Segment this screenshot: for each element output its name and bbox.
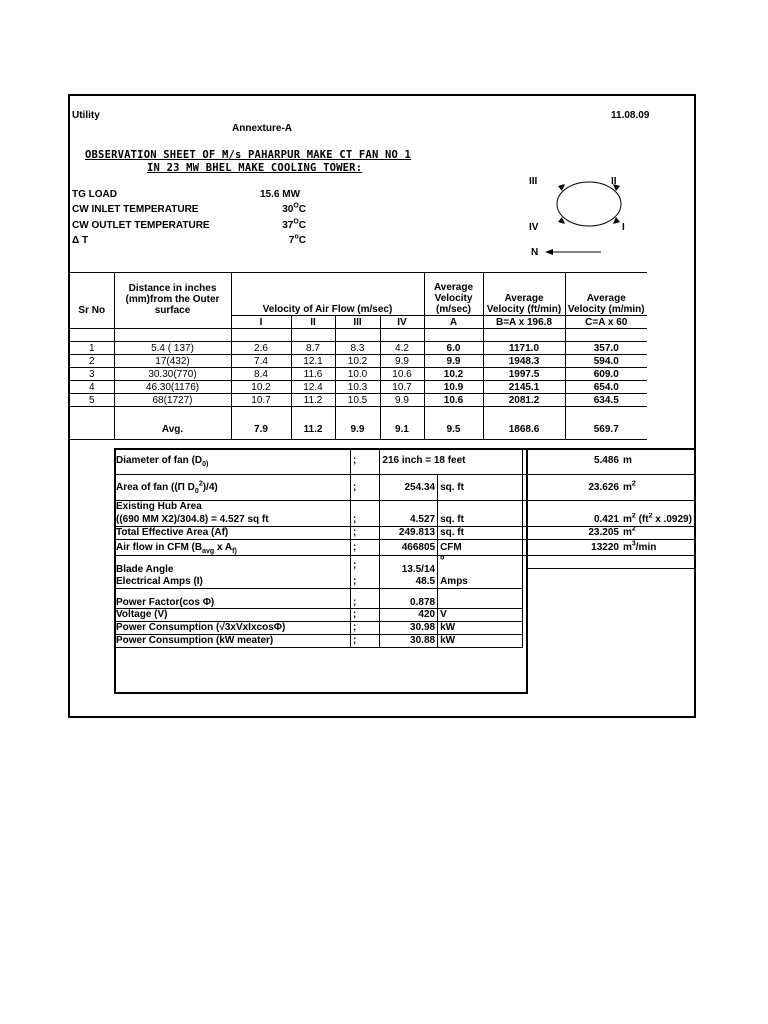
cw-outlet-label: CW OUTLET TEMPERATURE (72, 220, 210, 231)
hub-value: 4.527 (380, 513, 438, 526)
quadrant-label-iv: IV (529, 222, 539, 233)
cw-outlet-value: $37^OC$ (282, 218, 306, 231)
table-row: 5 68(1727) 10.7 11.2 10.5 9.9 10.6 2081.2 634.5 (70, 394, 647, 407)
header-avg-mmin: Average Velocity (m/min) (565, 273, 647, 316)
diameter-value: 216 inch = 18 feet (380, 448, 523, 474)
sheet-title-line1: OBSERVATION SHEET OF M/s PAHARPUR MAKE CT FAN NO 1 (85, 149, 412, 161)
header-velocity: Velocity of Air Flow (m/sec) (231, 273, 424, 316)
quadrant-circle-icon (525, 174, 685, 259)
delta-t-label: Δ T (72, 235, 89, 246)
utility-label: Utility (72, 110, 100, 121)
cfm-value: 466805 (380, 539, 438, 555)
amps-label: Electrical Amps (I) (114, 575, 350, 588)
fan-quadrant-diagram (525, 174, 685, 259)
blade-angle-value: 13.5/14 (380, 555, 438, 575)
header-avg-ftmin: Average Velocity (ft/min) (483, 273, 565, 316)
subheader-c: C=A x 60 (565, 316, 647, 329)
table-row: 3 30.30(770) 8.4 11.6 10.0 10.6 10.2 1997.5 609.0 (70, 368, 647, 381)
cw-inlet-value: $30^OC$ (282, 202, 306, 215)
tg-load-label: TG LOAD (72, 189, 117, 200)
table-row: 1 5.4 ( 137) 2.6 8.7 8.3 4.2 6.0 1171.0 357.0 (70, 342, 647, 355)
blade-angle-label: Blade Angle (114, 555, 350, 575)
total-area-value: 249.813 (380, 526, 438, 539)
header-sr-no: Sr No (70, 273, 114, 316)
annexure-label: Annexture-A (232, 123, 293, 134)
power-factor-value: 0.878 (380, 588, 438, 608)
area-value: 254.34 (380, 474, 438, 500)
header-avg-velocity: Average Velocity (m/sec) (424, 273, 483, 316)
hub-metric: 0.421 (523, 513, 621, 526)
hub-label-1: Existing Hub Area (114, 500, 350, 513)
subheader-i: I (231, 316, 291, 329)
subheader-iii: III (335, 316, 380, 329)
subheader-ii: II (291, 316, 335, 329)
area-metric: 23.626 (523, 474, 621, 500)
sheet-date: 11.08.09 (611, 110, 650, 121)
tg-load-value: 15.6 MW (260, 189, 301, 200)
quadrant-label-ii: II (611, 176, 617, 187)
power-meter-value: 30.88 (380, 634, 438, 647)
cw-inlet-label: CW INLET TEMPERATURE (72, 204, 199, 215)
amps-value: 48.5 (380, 575, 438, 588)
total-area-metric: 23.205 (523, 526, 621, 539)
power-factor-label: Power Factor(cos Φ) (114, 588, 350, 608)
total-area-label: Total Effective Area (Af) (114, 526, 350, 539)
delta-t-value: 7$^o$C (288, 233, 306, 246)
quadrant-label-iii: III (529, 176, 538, 187)
cfm-label: Air flow in CFM ($B_{avg}$ x $A_{f)}$ (114, 539, 350, 555)
diameter-metric: 5.486 (523, 448, 621, 474)
average-row: Avg. 7.9 11.2 9.9 9.1 9.5 1868.6 569.7 (70, 419, 647, 440)
subheader-b: B=A x 196.8 (483, 316, 565, 329)
cfm-metric: 13220 (523, 539, 621, 555)
air-velocity-table (70, 272, 647, 440)
voltage-label: Voltage (V) (114, 608, 350, 621)
hub-label-2: ((690 MM X2)/304.8) = 4.527 sq ft (114, 513, 350, 526)
header-distance: Distance in inches (mm)from the Outer surface (114, 273, 231, 316)
table-row: 2 17(432) 7.4 12.1 10.2 9.9 9.9 1948.3 594.0 (70, 355, 647, 368)
table-row: 4 46.30(1176) 10.2 12.4 10.3 10.7 10.9 2145.1 654.0 (70, 381, 647, 394)
subheader-a: A (424, 316, 483, 329)
power-meter-label: Power Consumption (kW meater) (114, 634, 350, 647)
avg-label: Avg. (114, 419, 231, 440)
observation-sheet (68, 94, 696, 718)
fan-parameters-table: Diameter of fan ($D_{0)}$ ; 216 inch = 18 feet 5.486 m Area of fan ((Π $D_0^2)/4$) ; 254.34 sq. ft 23.626 $m^2$ Existing Hub Area ((690 MM X2)/304.8) = 4.527 sq ft ; 4.527 sq. ft 0.421 $m^2$ ($ft^2$ x .0929) Total Effective Area (Af) ; 249.813 sq. ft 23.205 $m^2$ Air flow in CFM ($B_{avg}$ x $A_{f)}$ ; 466805 CFM 13220 $m^3/\min$ Blade Angle ; 13.5/14 $^o$ Electrical Amps (I) ; 48.5 Amps Power Factor(cos Φ) ; 0.878 Voltage (V) ; 420 V Power Consumption (√3xVxIxcosΦ) ; 30.98 kW Power Consumption (kW meater) ; 30.88 kW (114, 448, 694, 648)
power-calc-label: Power Consumption (√3xVxIxcosΦ) (114, 621, 350, 634)
north-label: N (531, 247, 539, 258)
quadrant-label-i: I (622, 222, 625, 233)
subheader-iv: IV (380, 316, 424, 329)
diameter-label: Diameter of fan ($D_{0)}$ (114, 448, 350, 474)
fan-table-bottom-border (114, 692, 528, 694)
sheet-title-line2: IN 23 MW BHEL MAKE COOLING TOWER: (147, 162, 363, 174)
voltage-value: 420 (380, 608, 438, 621)
power-calc-value: 30.98 (380, 621, 438, 634)
area-label: Area of fan ((Π $D_0^2)/4$) (114, 474, 350, 500)
